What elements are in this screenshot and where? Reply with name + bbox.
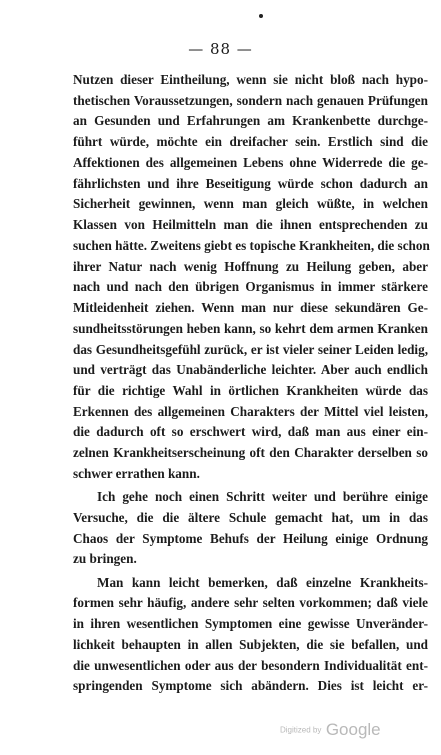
text-line: lichkeit behaupten in allen Subjekten, die sie befallen, und [73,636,428,652]
page-number: — 88 — [188,40,253,58]
text-line: Versuche, die die ältere Schule gemacht hat, um in das [73,509,428,525]
text-line: thetischen Voraussetzungen, sondern nach genauen Prüfungen [73,92,428,108]
text-line: führt würde, möchte ein dreifacher sein. Erstlich sind die [73,134,428,150]
text-line: die unwesentlichen oder aus der besondern Individualität ent- [73,657,428,673]
digitized-by-label: Digitized by [280,725,322,735]
text-line: ihrer Natur nach wenig Hoffnung zu Heilung geben, aber [73,258,428,274]
text-line: das Gesundheitsgefühl zurück, er ist vieler seiner Leiden ledig, [73,341,428,357]
text-line: zu bringen. [73,551,137,567]
text-line: an Gesunden und Erfahrungen am Krankenbette durchge- [73,113,428,129]
text-line: in ihren wesentlichen Symptomen eine gewisse Unveränder- [73,616,428,632]
text-line: suchen hätte. Zweitens giebt es topische Krankheiten, die schon [73,237,430,253]
text-line: zelnen Krankheitserscheinung oft den Charakter derselben so [73,445,428,461]
text-line: Chaos der Symptome Behufs der Heilung einige Ordnung [73,530,428,546]
text-line: Man kann leicht bemerken, daß einzelne Krankheits- [97,574,428,590]
text-line: Affektionen des allgemeinen Lebens ohne Widerrede die ge- [73,154,428,170]
text-line: fährlichsten und ihre Beseitigung würde schon dadurch an [73,175,428,191]
text-line: schwer errathen kann. [73,465,200,481]
text-line: springenden Symptome sich abändern. Dies ist leicht er- [73,678,428,694]
text-line: und verträgt das Unabänderliche leichter. Aber auch endlich [73,362,428,378]
text-line: Nutzen dieser Eintheilung, wenn sie nicht bloß nach hypo- [73,72,428,87]
text-line: nach und nach den übrigen Organismus in immer stärkere [73,279,428,295]
printer-mark [259,14,263,18]
text-line: Klassen von Heilmitteln man die ihnen entsprechenden zu [73,217,428,233]
text-line: Erkennen des allgemeinen Charakters der Mittel viel leisten, [73,403,428,419]
text-line: Sicherheit gewinnen, wenn man gleich wüßte, in welchen [73,196,428,212]
text-line: die dadurch oft so erschwert wird, daß man aus einer ein- [73,424,428,440]
text-line: sundheitsstörungen heben kann, so kehrt dem armen Kranken [73,320,428,336]
digitized-by-google-watermark [280,720,381,740]
text-line: Mitleidenheit ziehen. Wenn man nur diese sekundären Ge- [73,300,428,316]
google-logo: Google [325,720,381,739]
text-line: Ich gehe noch einen Schritt weiter und berühre einige [97,489,428,505]
text-line: für die richtige Wahl in örtlichen Krankheiten würde das [73,383,428,398]
text-line: formen sehr häufig, andere sehr selten vorkommen; daß viele [73,595,428,611]
